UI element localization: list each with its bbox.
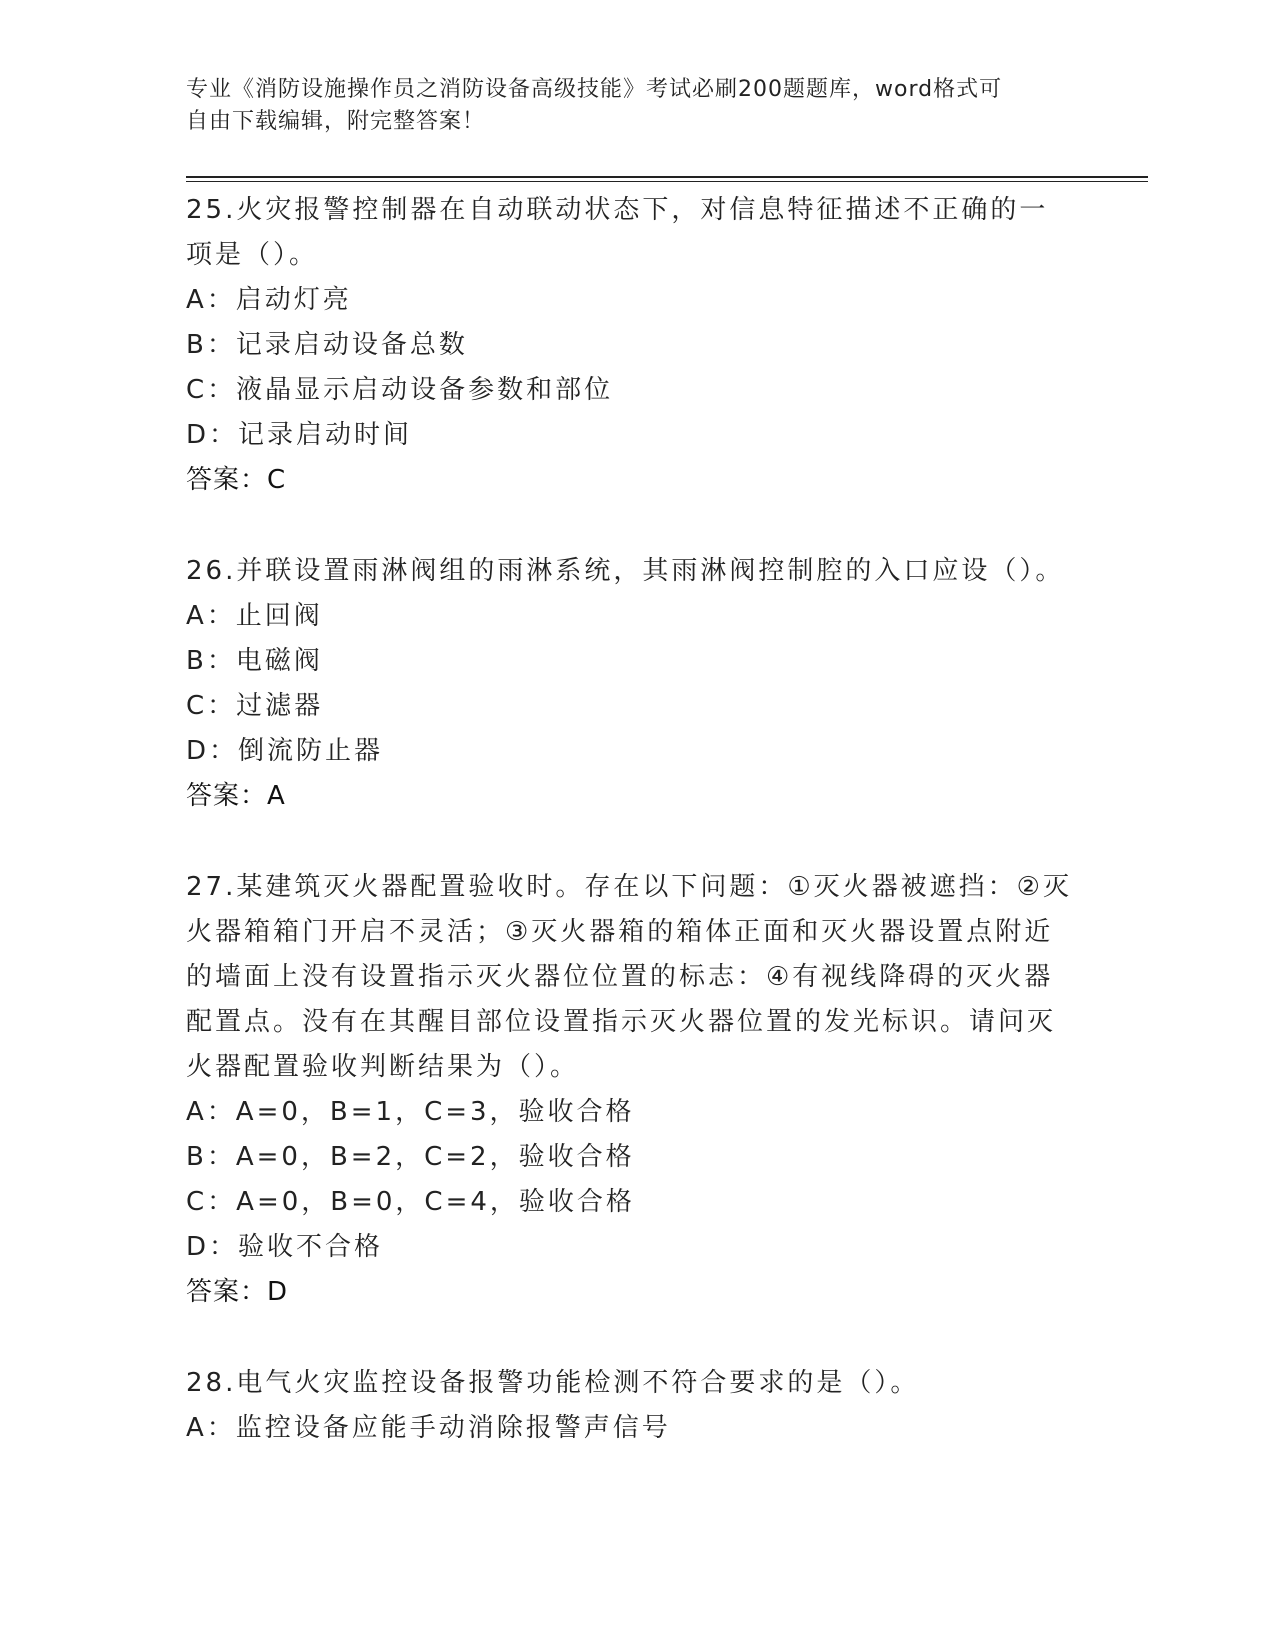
option-c: C：过滤器: [186, 691, 324, 721]
option-a: A：A=0，B=1，C=3，验收合格: [186, 1097, 635, 1127]
question-gap: [186, 503, 1086, 549]
option-d: D：验收不合格: [186, 1232, 384, 1262]
question-25: [186, 188, 1086, 503]
answer-label: 答案：D: [186, 1277, 289, 1307]
question-gap: [186, 819, 1086, 865]
header-line-1: 专业《消防设施操作员之消防设备高级技能》考试必刷200题题库，word格式可: [186, 77, 1003, 102]
option-a: A：启动灯亮: [186, 285, 352, 315]
option-b: B：A=0，B=2，C=2，验收合格: [186, 1142, 635, 1172]
option-c: C：A=0，B=0，C=4，验收合格: [186, 1187, 635, 1217]
answer-label: 答案：C: [186, 465, 287, 495]
option-b: B：电磁阀: [186, 646, 323, 676]
option-b: B：记录启动设备总数: [186, 330, 468, 360]
question-stem: 27.某建筑灭火器配置验收时。存在以下问题：①灭火器被遮挡：②灭火器箱箱门开启不灵活；③灭火器箱的箱体正面和灭火器设置点附近的墙面上没有设置指示灭火器位位置的标志：④有视线降碍的灭火器配置点。没有在其醒目部位设置指示灭火器位置的发光标识。请问灭火器配置验收判断结果为（）。: [186, 872, 1072, 1082]
question-list: [186, 188, 1086, 1451]
header-line-2: 自由下载编辑，附完整答案！: [186, 109, 486, 134]
question-28: [186, 1361, 1086, 1451]
question-stem: 25.火灾报警控制器在自动联动状态下，对信息特征描述不正确的一项是（）。: [186, 195, 1049, 270]
header-divider-thick: [186, 176, 1148, 178]
question-26: [186, 549, 1086, 819]
answer-label: 答案：A: [186, 781, 286, 811]
option-a: A：止回阀: [186, 601, 323, 631]
option-a: A：监控设备应能手动消除报警声信号: [186, 1413, 671, 1443]
question-stem: 28.电气火灾监控设备报警功能检测不符合要求的是（）。: [186, 1368, 920, 1398]
question-stem: 26.并联设置雨淋阀组的雨淋系统，其雨淋阀控制腔的入口应设（）。: [186, 556, 1065, 586]
option-c: C：液晶显示启动设备参数和部位: [186, 375, 614, 405]
header-divider-thin: [186, 181, 1148, 182]
question-27: [186, 865, 1086, 1315]
document-header: [186, 74, 1066, 138]
option-d: D：记录启动时间: [186, 420, 413, 450]
option-d: D：倒流防止器: [186, 736, 384, 766]
question-gap: [186, 1315, 1086, 1361]
